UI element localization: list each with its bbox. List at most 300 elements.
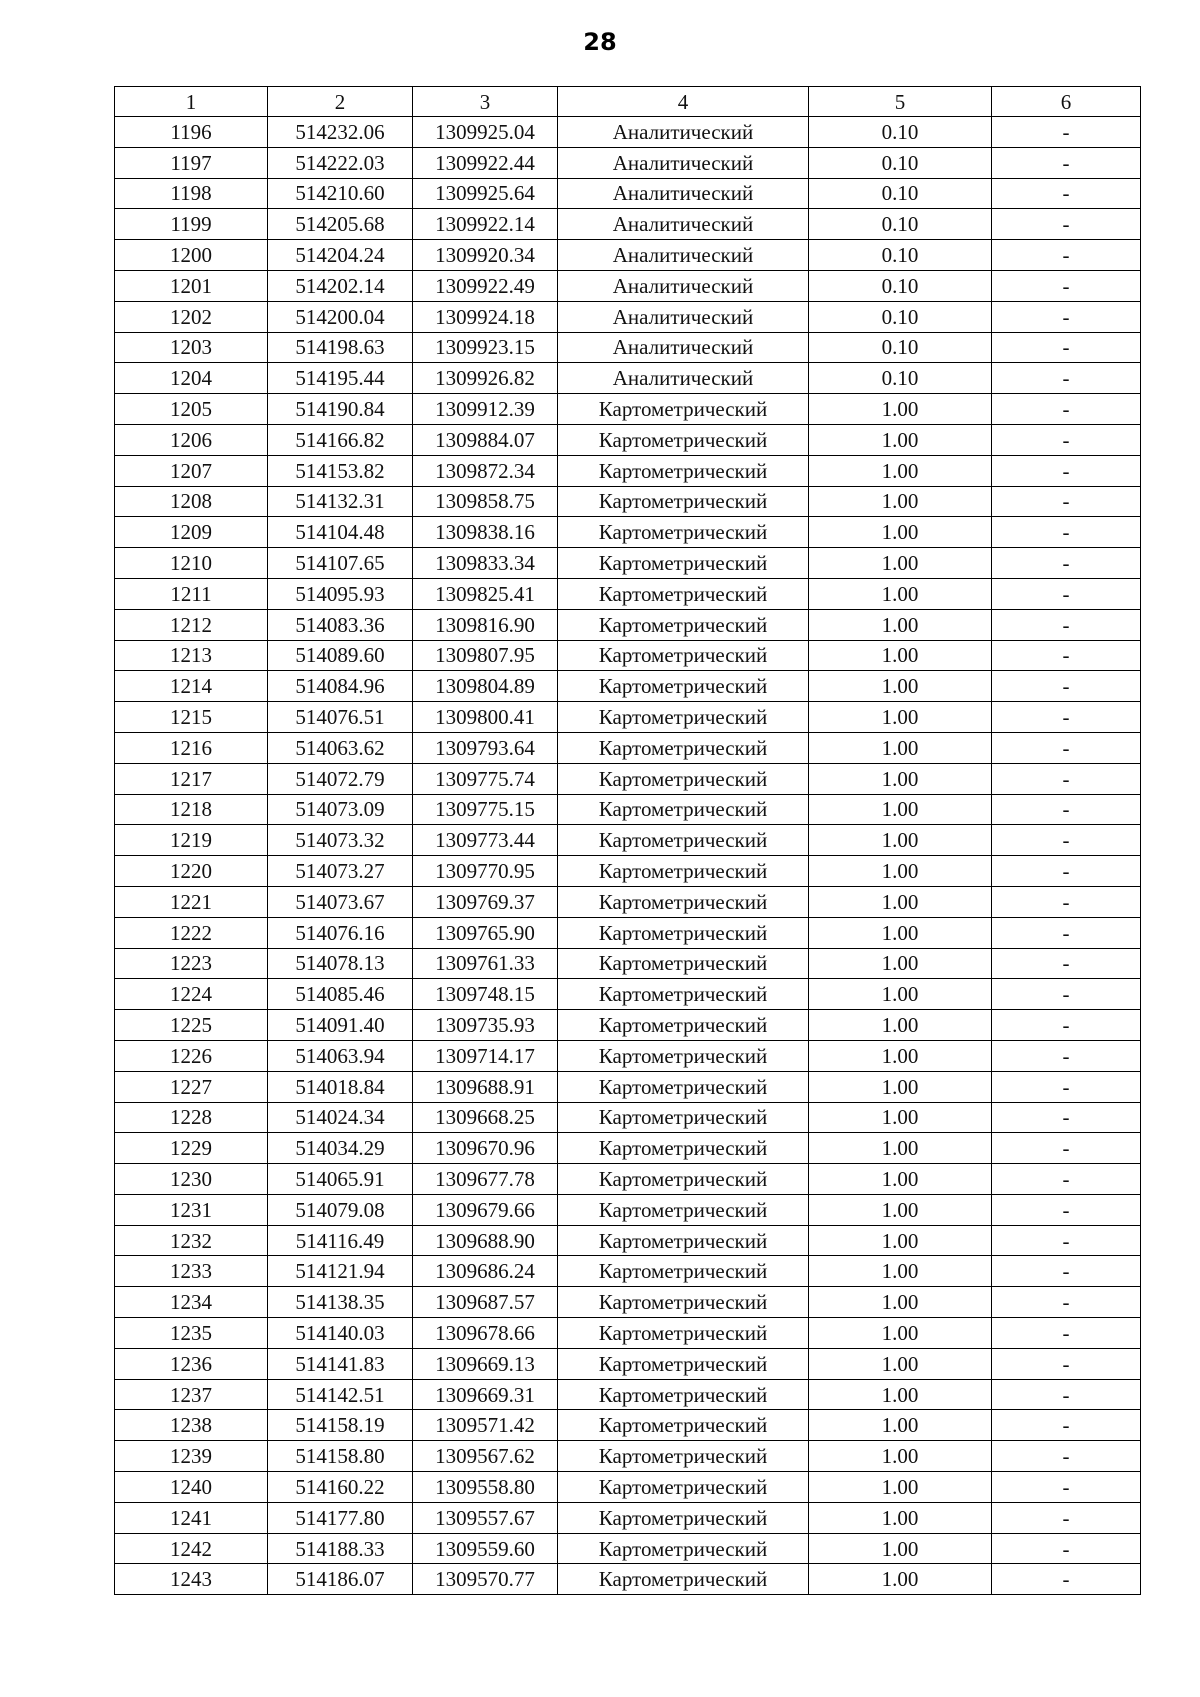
point-number-cell: 1216 (115, 732, 268, 763)
y-coordinate-cell: 1309571.42 (413, 1410, 558, 1441)
table-row (115, 1010, 1141, 1041)
accuracy-cell: 1.00 (809, 1164, 992, 1195)
description-cell: - (992, 394, 1141, 425)
point-number-cell: 1236 (115, 1348, 268, 1379)
y-coordinate-cell: 1309670.96 (413, 1133, 558, 1164)
x-coordinate-cell: 514073.32 (268, 825, 413, 856)
method-cell: Картометрический (558, 394, 809, 425)
y-coordinate-cell: 1309770.95 (413, 856, 558, 887)
table-row (115, 178, 1141, 209)
method-cell: Картометрический (558, 1010, 809, 1041)
y-coordinate-cell: 1309922.14 (413, 209, 558, 240)
description-cell: - (992, 270, 1141, 301)
table-row (115, 147, 1141, 178)
column-header: 1 (115, 87, 268, 117)
table-row (115, 1410, 1141, 1441)
table-row (115, 1194, 1141, 1225)
description-cell: - (992, 609, 1141, 640)
y-coordinate-cell: 1309559.60 (413, 1533, 558, 1564)
method-cell: Картометрический (558, 578, 809, 609)
x-coordinate-cell: 514177.80 (268, 1502, 413, 1533)
table-row (115, 1318, 1141, 1349)
x-coordinate-cell: 514116.49 (268, 1225, 413, 1256)
method-cell: Картометрический (558, 1348, 809, 1379)
x-coordinate-cell: 514195.44 (268, 363, 413, 394)
table-row (115, 763, 1141, 794)
x-coordinate-cell: 514204.24 (268, 240, 413, 271)
point-number-cell: 1206 (115, 424, 268, 455)
y-coordinate-cell: 1309775.15 (413, 794, 558, 825)
method-cell: Аналитический (558, 332, 809, 363)
x-coordinate-cell: 514186.07 (268, 1564, 413, 1595)
accuracy-cell: 1.00 (809, 825, 992, 856)
table-row (115, 578, 1141, 609)
x-coordinate-cell: 514153.82 (268, 455, 413, 486)
point-number-cell: 1200 (115, 240, 268, 271)
method-cell: Картометрический (558, 702, 809, 733)
table-row (115, 1533, 1141, 1564)
point-number-cell: 1210 (115, 548, 268, 579)
table-row (115, 1040, 1141, 1071)
table-row (115, 856, 1141, 887)
accuracy-cell: 1.00 (809, 1379, 992, 1410)
method-cell: Картометрический (558, 979, 809, 1010)
y-coordinate-cell: 1309735.93 (413, 1010, 558, 1041)
table-row (115, 948, 1141, 979)
method-cell: Картометрический (558, 732, 809, 763)
method-cell: Картометрический (558, 763, 809, 794)
y-coordinate-cell: 1309558.80 (413, 1472, 558, 1503)
accuracy-cell: 1.00 (809, 1410, 992, 1441)
y-coordinate-cell: 1309714.17 (413, 1040, 558, 1071)
method-cell: Картометрический (558, 640, 809, 671)
description-cell: - (992, 117, 1141, 148)
point-number-cell: 1225 (115, 1010, 268, 1041)
description-cell: - (992, 1040, 1141, 1071)
column-header: 4 (558, 87, 809, 117)
description-cell: - (992, 1502, 1141, 1533)
x-coordinate-cell: 514091.40 (268, 1010, 413, 1041)
point-number-cell: 1222 (115, 917, 268, 948)
x-coordinate-cell: 514158.19 (268, 1410, 413, 1441)
x-coordinate-cell: 514095.93 (268, 578, 413, 609)
point-number-cell: 1223 (115, 948, 268, 979)
description-cell: - (992, 825, 1141, 856)
accuracy-cell: 1.00 (809, 1071, 992, 1102)
accuracy-cell: 1.00 (809, 1287, 992, 1318)
table-row (115, 1256, 1141, 1287)
y-coordinate-cell: 1309872.34 (413, 455, 558, 486)
accuracy-cell: 1.00 (809, 1010, 992, 1041)
table-row (115, 332, 1141, 363)
accuracy-cell: 1.00 (809, 394, 992, 425)
table-row (115, 117, 1141, 148)
accuracy-cell: 0.10 (809, 240, 992, 271)
y-coordinate-cell: 1309678.66 (413, 1318, 558, 1349)
method-cell: Картометрический (558, 1441, 809, 1472)
table-row (115, 1472, 1141, 1503)
method-cell: Картометрический (558, 1379, 809, 1410)
y-coordinate-cell: 1309570.77 (413, 1564, 558, 1595)
accuracy-cell: 1.00 (809, 578, 992, 609)
point-number-cell: 1196 (115, 117, 268, 148)
method-cell: Картометрический (558, 1502, 809, 1533)
table-row (115, 702, 1141, 733)
description-cell: - (992, 240, 1141, 271)
method-cell: Картометрический (558, 486, 809, 517)
method-cell: Аналитический (558, 270, 809, 301)
x-coordinate-cell: 514104.48 (268, 517, 413, 548)
point-number-cell: 1221 (115, 886, 268, 917)
accuracy-cell: 0.10 (809, 270, 992, 301)
description-cell: - (992, 578, 1141, 609)
accuracy-cell: 1.00 (809, 548, 992, 579)
x-coordinate-cell: 514188.33 (268, 1533, 413, 1564)
method-cell: Картометрический (558, 609, 809, 640)
description-cell: - (992, 301, 1141, 332)
table-row (115, 517, 1141, 548)
table-row (115, 1133, 1141, 1164)
point-number-cell: 1204 (115, 363, 268, 394)
header-row (115, 87, 1141, 117)
x-coordinate-cell: 514072.79 (268, 763, 413, 794)
description-cell: - (992, 1379, 1141, 1410)
point-number-cell: 1238 (115, 1410, 268, 1441)
description-cell: - (992, 1410, 1141, 1441)
method-cell: Аналитический (558, 209, 809, 240)
accuracy-cell: 1.00 (809, 886, 992, 917)
description-cell: - (992, 1533, 1141, 1564)
method-cell: Аналитический (558, 240, 809, 271)
point-number-cell: 1214 (115, 671, 268, 702)
point-number-cell: 1217 (115, 763, 268, 794)
method-cell: Картометрический (558, 1040, 809, 1071)
method-cell: Аналитический (558, 147, 809, 178)
method-cell: Аналитический (558, 363, 809, 394)
y-coordinate-cell: 1309765.90 (413, 917, 558, 948)
method-cell: Аналитический (558, 117, 809, 148)
y-coordinate-cell: 1309557.67 (413, 1502, 558, 1533)
description-cell: - (992, 1348, 1141, 1379)
accuracy-cell: 0.10 (809, 332, 992, 363)
table-row (115, 1164, 1141, 1195)
description-cell: - (992, 363, 1141, 394)
x-coordinate-cell: 514141.83 (268, 1348, 413, 1379)
y-coordinate-cell: 1309800.41 (413, 702, 558, 733)
point-number-cell: 1219 (115, 825, 268, 856)
x-coordinate-cell: 514202.14 (268, 270, 413, 301)
x-coordinate-cell: 514076.16 (268, 917, 413, 948)
method-cell: Картометрический (558, 1256, 809, 1287)
point-number-cell: 1227 (115, 1071, 268, 1102)
description-cell: - (992, 1164, 1141, 1195)
x-coordinate-cell: 514063.94 (268, 1040, 413, 1071)
description-cell: - (992, 886, 1141, 917)
point-number-cell: 1203 (115, 332, 268, 363)
method-cell: Картометрический (558, 948, 809, 979)
point-number-cell: 1197 (115, 147, 268, 178)
y-coordinate-cell: 1309686.24 (413, 1256, 558, 1287)
column-header: 5 (809, 87, 992, 117)
y-coordinate-cell: 1309922.49 (413, 270, 558, 301)
table-row (115, 363, 1141, 394)
accuracy-cell: 1.00 (809, 1256, 992, 1287)
accuracy-cell: 0.10 (809, 301, 992, 332)
accuracy-cell: 1.00 (809, 1472, 992, 1503)
y-coordinate-cell: 1309669.13 (413, 1348, 558, 1379)
table-row (115, 1379, 1141, 1410)
method-cell: Картометрический (558, 1410, 809, 1441)
point-number-cell: 1220 (115, 856, 268, 887)
y-coordinate-cell: 1309922.44 (413, 147, 558, 178)
point-number-cell: 1233 (115, 1256, 268, 1287)
description-cell: - (992, 640, 1141, 671)
accuracy-cell: 1.00 (809, 1441, 992, 1472)
x-coordinate-cell: 514166.82 (268, 424, 413, 455)
point-number-cell: 1242 (115, 1533, 268, 1564)
table-body (115, 117, 1141, 1595)
method-cell: Аналитический (558, 178, 809, 209)
accuracy-cell: 1.00 (809, 732, 992, 763)
table-row (115, 1071, 1141, 1102)
column-header: 6 (992, 87, 1141, 117)
point-number-cell: 1209 (115, 517, 268, 548)
y-coordinate-cell: 1309769.37 (413, 886, 558, 917)
table-row (115, 424, 1141, 455)
x-coordinate-cell: 514232.06 (268, 117, 413, 148)
x-coordinate-cell: 514121.94 (268, 1256, 413, 1287)
table-row (115, 240, 1141, 271)
accuracy-cell: 0.10 (809, 209, 992, 240)
x-coordinate-cell: 514158.80 (268, 1441, 413, 1472)
description-cell: - (992, 517, 1141, 548)
table-row (115, 486, 1141, 517)
point-number-cell: 1212 (115, 609, 268, 640)
y-coordinate-cell: 1309773.44 (413, 825, 558, 856)
table-row (115, 1502, 1141, 1533)
accuracy-cell: 1.00 (809, 1564, 992, 1595)
method-cell: Картометрический (558, 1194, 809, 1225)
table-row (115, 301, 1141, 332)
y-coordinate-cell: 1309920.34 (413, 240, 558, 271)
y-coordinate-cell: 1309804.89 (413, 671, 558, 702)
x-coordinate-cell: 514018.84 (268, 1071, 413, 1102)
accuracy-cell: 1.00 (809, 1102, 992, 1133)
method-cell: Картометрический (558, 517, 809, 548)
point-number-cell: 1205 (115, 394, 268, 425)
method-cell: Картометрический (558, 1318, 809, 1349)
y-coordinate-cell: 1309833.34 (413, 548, 558, 579)
method-cell: Картометрический (558, 1164, 809, 1195)
y-coordinate-cell: 1309807.95 (413, 640, 558, 671)
x-coordinate-cell: 514200.04 (268, 301, 413, 332)
method-cell: Картометрический (558, 671, 809, 702)
y-coordinate-cell: 1309858.75 (413, 486, 558, 517)
point-number-cell: 1224 (115, 979, 268, 1010)
y-coordinate-cell: 1309688.91 (413, 1071, 558, 1102)
coordinates-table (114, 86, 1141, 1595)
x-coordinate-cell: 514140.03 (268, 1318, 413, 1349)
method-cell: Картометрический (558, 794, 809, 825)
point-number-cell: 1207 (115, 455, 268, 486)
description-cell: - (992, 763, 1141, 794)
y-coordinate-cell: 1309687.57 (413, 1287, 558, 1318)
page-number: 28 (583, 28, 617, 56)
accuracy-cell: 1.00 (809, 856, 992, 887)
description-cell: - (992, 1071, 1141, 1102)
x-coordinate-cell: 514210.60 (268, 178, 413, 209)
description-cell: - (992, 209, 1141, 240)
point-number-cell: 1213 (115, 640, 268, 671)
y-coordinate-cell: 1309793.64 (413, 732, 558, 763)
table-row (115, 1287, 1141, 1318)
method-cell: Аналитический (558, 301, 809, 332)
x-coordinate-cell: 514079.08 (268, 1194, 413, 1225)
y-coordinate-cell: 1309677.78 (413, 1164, 558, 1195)
description-cell: - (992, 1441, 1141, 1472)
method-cell: Картометрический (558, 856, 809, 887)
x-coordinate-cell: 514138.35 (268, 1287, 413, 1318)
x-coordinate-cell: 514063.62 (268, 732, 413, 763)
method-cell: Картометрический (558, 1133, 809, 1164)
x-coordinate-cell: 514132.31 (268, 486, 413, 517)
description-cell: - (992, 1010, 1141, 1041)
accuracy-cell: 1.00 (809, 1040, 992, 1071)
x-coordinate-cell: 514205.68 (268, 209, 413, 240)
point-number-cell: 1240 (115, 1472, 268, 1503)
accuracy-cell: 1.00 (809, 702, 992, 733)
table-row (115, 794, 1141, 825)
accuracy-cell: 1.00 (809, 1194, 992, 1225)
point-number-cell: 1234 (115, 1287, 268, 1318)
table-row (115, 209, 1141, 240)
description-cell: - (992, 948, 1141, 979)
description-cell: - (992, 486, 1141, 517)
method-cell: Картометрический (558, 1533, 809, 1564)
accuracy-cell: 1.00 (809, 1133, 992, 1164)
table-row (115, 1441, 1141, 1472)
x-coordinate-cell: 514083.36 (268, 609, 413, 640)
y-coordinate-cell: 1309926.82 (413, 363, 558, 394)
x-coordinate-cell: 514065.91 (268, 1164, 413, 1195)
point-number-cell: 1202 (115, 301, 268, 332)
column-header: 2 (268, 87, 413, 117)
table-row (115, 1102, 1141, 1133)
method-cell: Картометрический (558, 455, 809, 486)
description-cell: - (992, 917, 1141, 948)
accuracy-cell: 0.10 (809, 178, 992, 209)
description-cell: - (992, 671, 1141, 702)
method-cell: Картометрический (558, 548, 809, 579)
x-coordinate-cell: 514073.67 (268, 886, 413, 917)
accuracy-cell: 1.00 (809, 424, 992, 455)
method-cell: Картометрический (558, 1071, 809, 1102)
x-coordinate-cell: 514198.63 (268, 332, 413, 363)
point-number-cell: 1241 (115, 1502, 268, 1533)
description-cell: - (992, 702, 1141, 733)
point-number-cell: 1198 (115, 178, 268, 209)
y-coordinate-cell: 1309816.90 (413, 609, 558, 640)
x-coordinate-cell: 514190.84 (268, 394, 413, 425)
y-coordinate-cell: 1309679.66 (413, 1194, 558, 1225)
method-cell: Картометрический (558, 825, 809, 856)
description-cell: - (992, 1472, 1141, 1503)
accuracy-cell: 1.00 (809, 1502, 992, 1533)
table-row (115, 394, 1141, 425)
accuracy-cell: 1.00 (809, 640, 992, 671)
description-cell: - (992, 979, 1141, 1010)
point-number-cell: 1208 (115, 486, 268, 517)
table-row (115, 548, 1141, 579)
table-row (115, 825, 1141, 856)
method-cell: Картометрический (558, 1102, 809, 1133)
method-cell: Картометрический (558, 917, 809, 948)
method-cell: Картометрический (558, 1564, 809, 1595)
x-coordinate-cell: 514222.03 (268, 147, 413, 178)
table-row (115, 455, 1141, 486)
point-number-cell: 1237 (115, 1379, 268, 1410)
description-cell: - (992, 178, 1141, 209)
x-coordinate-cell: 514107.65 (268, 548, 413, 579)
accuracy-cell: 1.00 (809, 671, 992, 702)
point-number-cell: 1211 (115, 578, 268, 609)
point-number-cell: 1199 (115, 209, 268, 240)
y-coordinate-cell: 1309775.74 (413, 763, 558, 794)
table-row (115, 671, 1141, 702)
table-row (115, 1564, 1141, 1595)
y-coordinate-cell: 1309825.41 (413, 578, 558, 609)
accuracy-cell: 1.00 (809, 1318, 992, 1349)
y-coordinate-cell: 1309884.07 (413, 424, 558, 455)
description-cell: - (992, 1318, 1141, 1349)
table-header (115, 87, 1141, 117)
accuracy-cell: 0.10 (809, 147, 992, 178)
accuracy-cell: 1.00 (809, 948, 992, 979)
y-coordinate-cell: 1309925.04 (413, 117, 558, 148)
x-coordinate-cell: 514073.27 (268, 856, 413, 887)
accuracy-cell: 1.00 (809, 1348, 992, 1379)
description-cell: - (992, 1225, 1141, 1256)
accuracy-cell: 0.10 (809, 117, 992, 148)
description-cell: - (992, 424, 1141, 455)
y-coordinate-cell: 1309923.15 (413, 332, 558, 363)
accuracy-cell: 1.00 (809, 517, 992, 548)
point-number-cell: 1218 (115, 794, 268, 825)
point-number-cell: 1235 (115, 1318, 268, 1349)
table-row (115, 1348, 1141, 1379)
table-row (115, 609, 1141, 640)
description-cell: - (992, 1133, 1141, 1164)
table-row (115, 917, 1141, 948)
description-cell: - (992, 856, 1141, 887)
x-coordinate-cell: 514034.29 (268, 1133, 413, 1164)
y-coordinate-cell: 1309748.15 (413, 979, 558, 1010)
method-cell: Картометрический (558, 1472, 809, 1503)
x-coordinate-cell: 514089.60 (268, 640, 413, 671)
point-number-cell: 1230 (115, 1164, 268, 1195)
x-coordinate-cell: 514084.96 (268, 671, 413, 702)
y-coordinate-cell: 1309669.31 (413, 1379, 558, 1410)
y-coordinate-cell: 1309838.16 (413, 517, 558, 548)
description-cell: - (992, 147, 1141, 178)
point-number-cell: 1215 (115, 702, 268, 733)
y-coordinate-cell: 1309567.62 (413, 1441, 558, 1472)
x-coordinate-cell: 514076.51 (268, 702, 413, 733)
accuracy-cell: 1.00 (809, 455, 992, 486)
description-cell: - (992, 1102, 1141, 1133)
accuracy-cell: 0.10 (809, 363, 992, 394)
x-coordinate-cell: 514073.09 (268, 794, 413, 825)
